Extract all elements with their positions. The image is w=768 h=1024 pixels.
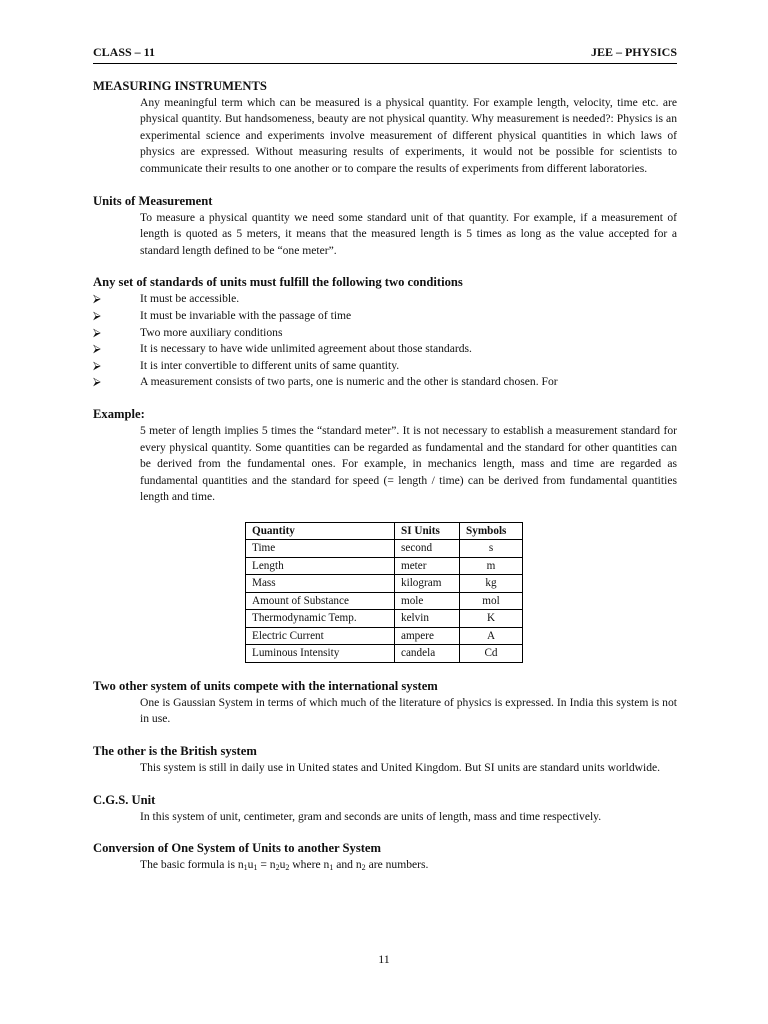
section-british-system <box>93 743 677 777</box>
page-header <box>93 40 677 64</box>
section-body: Any meaningful term which can be measured is a physical quantity. For example length, velocity, time etc. are physical quantity. But handsomeness, beauty are not physical quantity. Why measurement is needed?: Physics is an experimental science and experiments involve measurement of different physical quantities in which laws of physics are expressed. Without measuring results of experiments, it would not be possible for scientists to communicate their results to one another or to compare the results of experiments from different laboratories. <box>140 95 677 175</box>
section-body: To measure a physical quantity we need some standard unit of that quantity. For example, if a measurement of length is quoted as 5 meters, it means that the measured length is 5 times as long as the value accepted for a standard length defined to be “one meter”. <box>140 210 677 257</box>
list-item: ⮚ It must be accessible. <box>93 291 677 308</box>
arrow-bullet-icon: ⮚ <box>93 359 101 372</box>
table-cell: ampere <box>395 627 460 645</box>
header-subject-label: JEE – PHYSICS <box>590 45 677 59</box>
column-header: SI Units <box>395 522 460 540</box>
table-cell: Thermodynamic Temp. <box>246 610 395 628</box>
section-body: 5 meter of length implies 5 times the “standard meter”. It is not necessary to establish a measurement standard for every physical quantity. Some quantities can be regarded as fundamental and the standard for other quantities can be derived from the fundamental ones. For example, in mechanics length, mass and time are regarded as fundamental quantities and the standard for speed (= length / time) can be derived from fundamental quantities length and time. <box>140 423 677 504</box>
table-cell: candela <box>395 645 460 663</box>
arrow-bullet-icon: ⮚ <box>93 326 101 339</box>
page <box>93 40 677 874</box>
list-item: ⮚ Two more auxiliary conditions <box>93 325 677 342</box>
list-item: ⮚ It is inter convertible to different units of same quantity. <box>93 358 677 375</box>
table-row <box>246 610 523 628</box>
table-cell: mol <box>460 592 523 610</box>
page-number: 11 <box>378 952 390 966</box>
table-cell: Length <box>246 557 395 575</box>
conditions-list <box>93 291 677 391</box>
table-cell: K <box>460 610 523 628</box>
table-header-row <box>246 522 523 540</box>
section-title: Example: <box>93 406 145 421</box>
section-title: Units of Measurement <box>93 193 213 208</box>
section-title: C.G.S. Unit <box>93 792 156 807</box>
section-title: Any set of standards of units must fulfill the following two conditions <box>93 275 463 290</box>
table-cell: meter <box>395 557 460 575</box>
section-title: Two other system of units compete with the international system <box>93 678 438 693</box>
arrow-bullet-icon: ⮚ <box>93 343 101 356</box>
section-body: One is Gaussian System in terms of which much of the literature of physics is expressed. In India this system is not in use. <box>140 695 677 726</box>
table-cell: Amount of Substance <box>246 592 395 610</box>
section-title: Conversion of One System of Units to another System <box>93 841 382 856</box>
table-cell: kilogram <box>395 575 460 593</box>
table-cell: s <box>460 540 523 558</box>
section-title: MEASURING INSTRUMENTS <box>93 78 267 93</box>
table-row <box>246 592 523 610</box>
table-cell: m <box>460 557 523 575</box>
table-cell: kelvin <box>395 610 460 628</box>
table-cell: second <box>395 540 460 558</box>
table-row <box>246 557 523 575</box>
si-units-table <box>245 522 523 663</box>
table-cell: Luminous Intensity <box>246 645 395 663</box>
table-cell: Electric Current <box>246 627 395 645</box>
list-item: ⮚ It must be invariable with the passage of time <box>93 308 677 325</box>
header-class-label: CLASS – 11 <box>93 45 156 59</box>
section-body: This system is still in daily use in United states and United Kingdom. But SI units are standard units worldwide. <box>140 761 661 775</box>
table-cell: Mass <box>246 575 395 593</box>
table-cell: kg <box>460 575 523 593</box>
table-row <box>246 627 523 645</box>
column-header: Quantity <box>246 522 395 540</box>
table-row <box>246 645 523 663</box>
section-conditions <box>93 274 677 391</box>
section-title: The other is the British system <box>93 744 257 759</box>
list-item: ⮚ A measurement consists of two parts, one is numeric and the other is standard chosen. For <box>93 374 677 391</box>
table-row <box>246 540 523 558</box>
table-cell: Cd <box>460 645 523 663</box>
section-measuring-instruments <box>93 78 677 178</box>
table-cell: A <box>460 627 523 645</box>
arrow-bullet-icon: ⮚ <box>93 309 101 322</box>
arrow-bullet-icon: ⮚ <box>93 376 101 389</box>
table-row <box>246 575 523 593</box>
arrow-bullet-icon: ⮚ <box>93 293 101 306</box>
section-units-of-measurement <box>93 193 677 260</box>
section-other-systems <box>93 678 677 728</box>
list-item: ⮚ It is necessary to have wide unlimited agreement about those standards. <box>93 341 677 358</box>
section-conversion <box>93 840 677 874</box>
table-cell: Time <box>246 540 395 558</box>
section-body: In this system of unit, centimeter, gram and seconds are units of length, mass and time respectively. <box>140 809 602 823</box>
table-cell: mole <box>395 592 460 610</box>
column-header: Symbols <box>460 522 523 540</box>
conversion-formula: The basic formula is $n_1u_1 = n_2u_2$ where $n_1$ and $n_2$ are numbers. <box>140 858 429 873</box>
section-example <box>93 406 677 506</box>
section-cgs-unit <box>93 792 677 826</box>
